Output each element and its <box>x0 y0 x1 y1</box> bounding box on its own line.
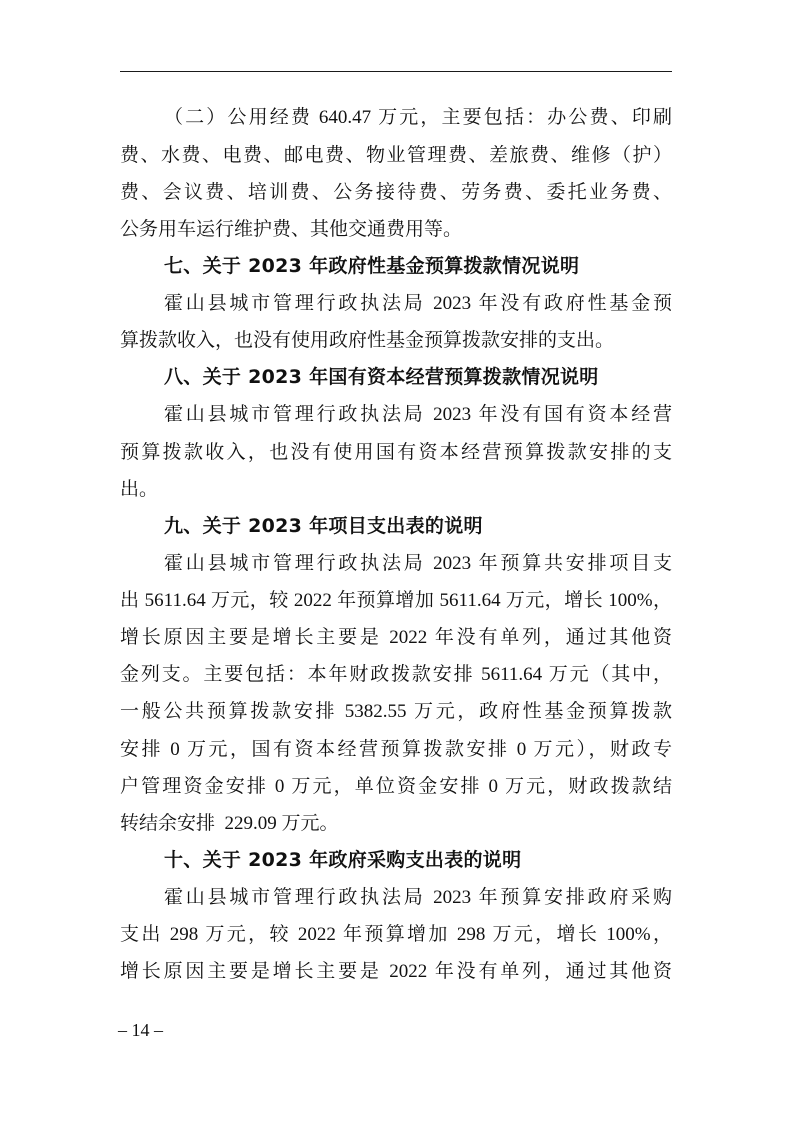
body-line: 一般公共预算拨款安排 5382.55 万元，政府性基金预算拨款 <box>120 701 672 723</box>
body-line: 安排 0 万元，国有资本经营预算拨款安排 0 万元），财政专 <box>120 738 672 760</box>
body-line: （二）公用经费 640.47 万元，主要包括：办公费、印刷 <box>164 107 672 129</box>
body-line: 转结余安排 229.09 万元。 <box>120 812 339 834</box>
body-line: 户管理资金安排 0 万元，单位资金安排 0 万元，财政拨款结 <box>120 775 672 797</box>
body-line: 出 5611.64 万元，较 2022 年预算增加 5611.64 万元，增长 100%， <box>120 590 672 612</box>
section-heading-10: 十、关于 2023 年政府采购支出表的说明 <box>164 848 522 871</box>
body-line: 支出 298 万元，较 2022 年预算增加 298 万元，增长 100%， <box>120 924 672 946</box>
body-line: 费、会议费、培训费、公务接待费、劳务费、委托业务费、 <box>120 181 672 203</box>
body-line: 算拨款收入，也没有使用政府性基金预算拨款安排的支出。 <box>120 330 615 352</box>
body-line: 公务用车运行维护费、其他交通费用等。 <box>120 218 463 240</box>
body-line: 霍山县城市管理行政执法局 2023 年没有政府性基金预 <box>164 293 672 315</box>
page-body <box>120 99 672 990</box>
body-line: 预算拨款收入，也没有使用国有资本经营预算拨款安排的支 <box>120 441 672 463</box>
body-line: 霍山县城市管理行政执法局 2023 年没有国有资本经营 <box>164 404 672 426</box>
body-line: 霍山县城市管理行政执法局 2023 年预算共安排项目支 <box>164 552 672 574</box>
body-line: 出。 <box>120 478 159 500</box>
page-number: – 14 – <box>118 1020 163 1040</box>
body-line: 金列支。主要包括：本年财政拨款安排 5611.64 万元（其中， <box>120 664 672 686</box>
header-rule <box>120 71 672 72</box>
section-heading-9: 九、关于 2023 年项目支出表的说明 <box>164 514 483 537</box>
body-line: 费、水费、电费、邮电费、物业管理费、差旅费、维修（护） <box>120 144 672 166</box>
body-line: 增长原因主要是增长主要是 2022 年没有单列，通过其他资 <box>120 627 672 649</box>
body-line: 增长原因主要是增长主要是 2022 年没有单列，通过其他资 <box>120 961 672 983</box>
body-line: 霍山县城市管理行政执法局 2023 年预算安排政府采购 <box>164 887 672 909</box>
section-heading-8: 八、关于 2023 年国有资本经营预算拨款情况说明 <box>164 366 599 389</box>
section-heading-7: 七、关于 2023 年政府性基金预算拨款情况说明 <box>164 254 580 277</box>
